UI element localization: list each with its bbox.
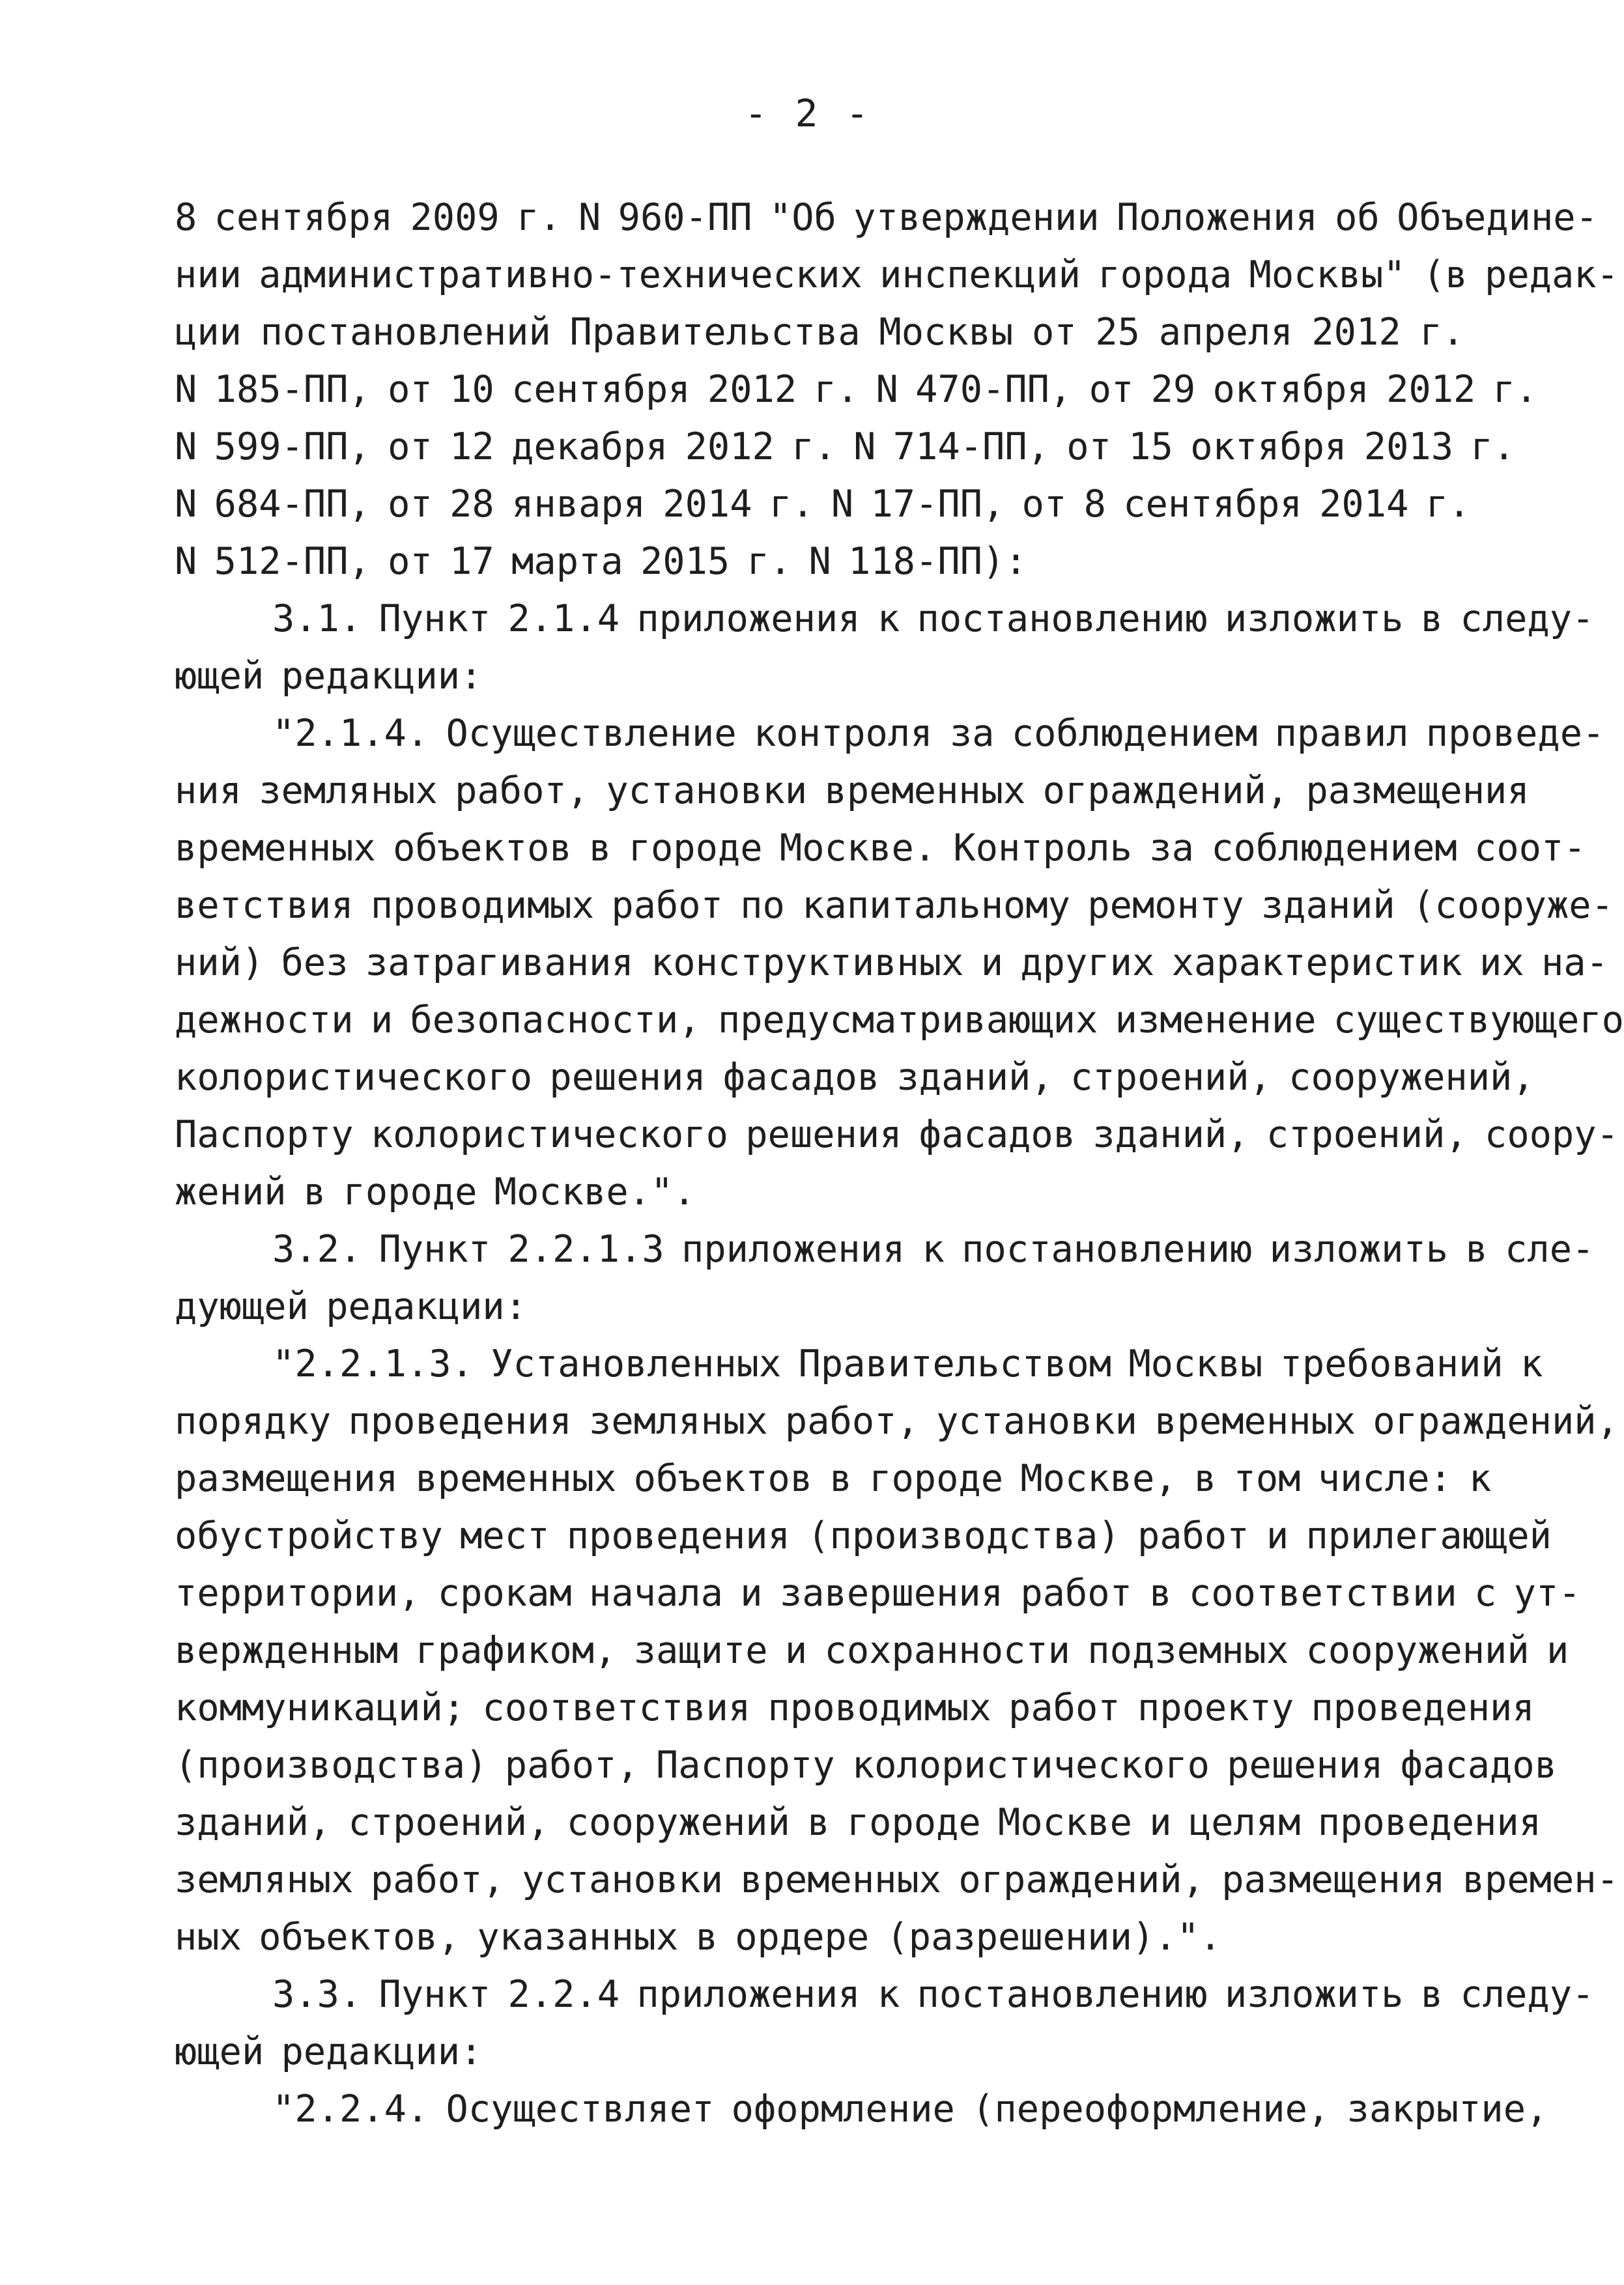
document-body (175, 189, 1624, 2138)
text-line: ных объектов, указанных в ордере (разрешении).". (175, 1916, 1222, 1959)
text-line: коммуникаций; соответствия проводимых работ проекту проведения (175, 1686, 1535, 1729)
text-line: N 185-ПП, от 10 сентября 2012 г. N 470-ПП, от 29 октября 2012 г. (175, 368, 1538, 411)
text-line: ветствия проводимых работ по капитальному ремонту зданий (сооруже- (175, 884, 1614, 927)
text-line: жений в городе Москве.". (175, 1171, 696, 1213)
text-line: ющей редакции: (175, 2030, 483, 2073)
text-line: ции постановлений Правительства Москвы от 25 апреля 2012 г. (175, 311, 1464, 354)
text-line: дежности и безопасности, предусматривающих изменение существующего (175, 999, 1624, 1042)
text-line: размещения временных объектов в городе Москве, в том числе: к (175, 1457, 1492, 1500)
text-line: ющей редакции: (175, 655, 483, 698)
text-line: ний) без затрагивания конструктивных и других характеристик их на- (175, 941, 1608, 984)
text-line: обустройству мест проведения (производства) работ и прилегающей (175, 1514, 1552, 1557)
text-line: (производства) работ, Паспорту колористического решения фасадов (175, 1744, 1557, 1787)
text-line: "2.2.1.3. Установленных Правительством Москвы требований к (272, 1342, 1543, 1385)
text-line: Паспорту колористического решения фасадов зданий, строений, соору- (175, 1113, 1619, 1156)
text-line: территории, срокам начала и завершения работ в соответствии с ут- (175, 1572, 1581, 1615)
text-line: временных объектов в городе Москве. Контроль за соблюдением соот- (175, 827, 1586, 870)
text-line: нии административно-технических инспекций города Москвы" (в редак- (175, 253, 1619, 296)
text-line: зданий, строений, сооружений в городе Москве и целям проведения (175, 1801, 1541, 1844)
text-line: 8 сентября 2009 г. N 960-ПП "Об утверждении Положения об Объедине- (175, 196, 1598, 239)
text-line: 3.1. Пункт 2.1.4 приложения к постановлению изложить в следу- (272, 597, 1595, 640)
text-line: колористического решения фасадов зданий, строений, сооружений, (175, 1056, 1535, 1099)
text-line: 3.3. Пункт 2.2.4 приложения к постановлению изложить в следу- (272, 1973, 1595, 2016)
text-line: дующей редакции: (175, 1285, 528, 1328)
text-line: порядку проведения земляных работ, установки временных ограждений, (175, 1400, 1619, 1443)
text-line: N 684-ПП, от 28 января 2014 г. N 17-ПП, от 8 сентября 2014 г. (175, 483, 1471, 526)
text-line: земляных работ, установки временных ограждений, размещения времен- (175, 1858, 1619, 1901)
text-line: "2.1.4. Осуществление контроля за соблюдением правил проведе- (272, 712, 1605, 755)
text-line: N 512-ПП, от 17 марта 2015 г. N 118-ПП): (175, 540, 1027, 583)
text-line: N 599-ПП, от 12 декабря 2012 г. N 714-ПП, от 15 октября 2013 г. (175, 425, 1515, 468)
text-line: "2.2.4. Осуществляет оформление (переоформление, закрытие, (272, 2088, 1548, 2131)
text-line: вержденным графиком, защите и сохранности подземных сооружений и (175, 1629, 1569, 1672)
text-line: ния земляных работ, установки временных ограждений, размещения (175, 769, 1530, 812)
text-line: 3.2. Пункт 2.2.1.3 приложения к постановлению изложить в сле- (272, 1228, 1595, 1271)
page-number: - 2 - (744, 91, 872, 135)
